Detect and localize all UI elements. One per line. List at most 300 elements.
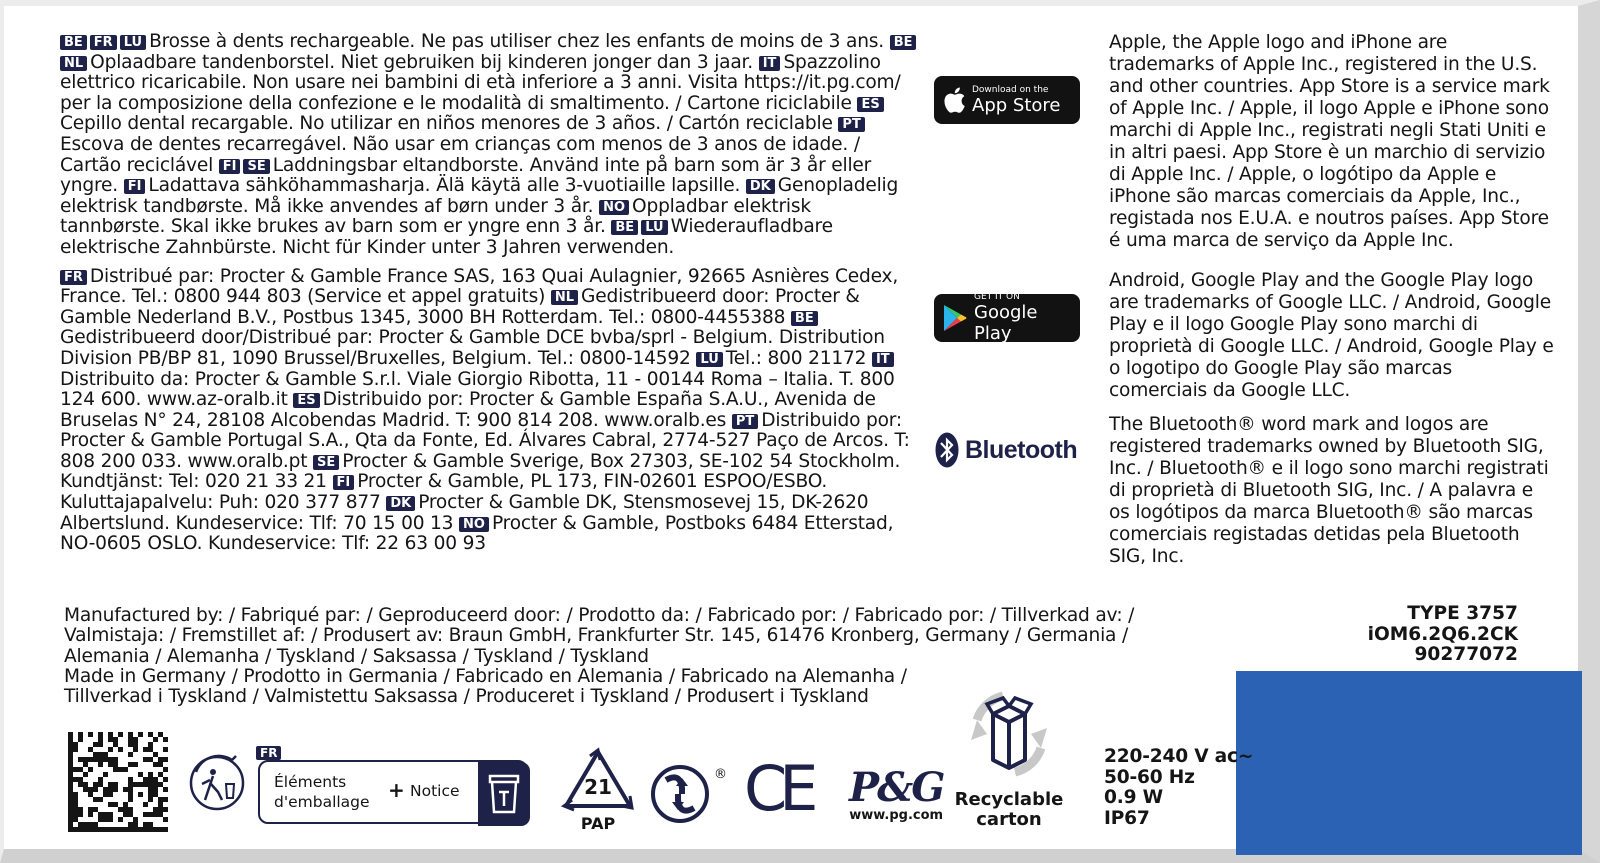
matrix-module [158,807,163,812]
matrix-module [98,812,103,817]
matrix-module [88,732,93,737]
label-text: Procter & Gamble DK, Stensmosevej 15, DK-2620 Albertslund. Kundeservice: Tlf: 70 15 00 13 [60,492,869,534]
recyclable-line: carton [976,809,1042,830]
matrix-module [93,757,98,762]
matrix-module [158,772,163,777]
matrix-module [83,787,88,792]
matrix-module [153,792,158,797]
matrix-module [128,777,133,782]
matrix-module [93,742,98,747]
google-play-caption: GET IT ON [974,292,1020,302]
matrix-module [148,757,153,762]
matrix-module [98,742,103,747]
matrix-module [118,827,123,832]
matrix-module [143,747,148,752]
matrix-module [68,782,73,787]
matrix-module [68,827,73,832]
matrix-module [88,827,93,832]
country-tag: DK [746,179,775,194]
matrix-module [98,797,103,802]
matrix-module [138,782,143,787]
matrix-module [108,827,113,832]
matrix-module [118,817,123,822]
trademark-column [1109,32,1554,576]
manufacturer-line: Alemania / Alemanha / Tyskland / Saksassa / Tyskland / Tyskland [64,645,649,667]
matrix-module [103,772,108,777]
model-number: iOM6.2Q6.2CK [1367,623,1518,645]
matrix-module [148,827,153,832]
label-text: Gedistribueerd door: Procter & Gamble Nederland B.V., Postbus 1345, 3000 BH Rotterdam. Tel.: 0800-4455388 [60,286,860,328]
label-text: Procter & Gamble, Postboks 6484 Etterstad, NO-0605 OSLO. Kundeservice: Tlf: 22 63 00 93 [60,512,894,555]
matrix-module [118,807,123,812]
matrix-module [83,762,88,767]
matrix-module [153,827,158,832]
recycle-bin-icon [478,762,530,822]
country-tag: ES [857,97,883,112]
product-warnings-block [60,32,920,259]
green-dot-symbol [650,764,727,828]
matrix-module [113,782,118,787]
matrix-module [123,812,128,817]
matrix-module [73,812,78,817]
country-tag: BE [791,311,818,326]
matrix-module [88,822,93,827]
matrix-module [108,792,113,797]
label-text: Distribuido por: Procter & Gamble Portugal S.A., Qta da Fonte, Ed. Álvares Cabral, 2774-527 Paço de Arcos. T: 808 200 033. www.oralb.pt [60,409,910,472]
datamatrix-code [68,732,168,832]
matrix-module [103,787,108,792]
country-tag: IT [872,352,894,367]
matrix-module [128,807,133,812]
country-tag: NO [599,200,629,215]
matrix-module [163,797,168,802]
matrix-module [113,742,118,747]
matrix-module [68,742,73,747]
matrix-module [78,767,83,772]
matrix-module [83,772,88,777]
matrix-module [153,807,158,812]
label-text: Cepillo dental recargable. No utilizar en niños menores de 3 años. / Cartón reciclable [60,113,839,135]
matrix-module [73,827,78,832]
info-box [258,760,528,824]
matrix-module [158,782,163,787]
label-text: Procter & Gamble Sverige, Box 27303, SE-102 54 Stockholm. Kundtjänst: Tel: 020 21 33 21 [60,450,901,493]
matrix-module [113,802,118,807]
matrix-module [148,742,153,747]
origin-line: Made in Germany / Prodotto in Germania / Fabricado en Alemania / Fabricado na Alemanha / [64,665,907,687]
matrix-module [148,822,153,827]
recyclable-line: Recyclable [954,789,1064,810]
matrix-module [88,767,93,772]
matrix-module [73,807,78,812]
matrix-module [163,767,168,772]
matrix-module [78,827,83,832]
matrix-module [78,737,83,742]
matrix-module [73,797,78,802]
matrix-module [148,732,153,737]
pg-logo [849,764,944,823]
matrix-module [68,732,73,737]
left-text-column [60,32,920,555]
apple-legal: Apple, the Apple logo and iPhone are trademarks of Apple Inc., registered in the U.S. and other countries. App Store is a service mark of Apple Inc. / Apple, il logo Apple e iPhone sono marchi di Apple Inc., registrati negli Stati Uniti e in altri paesi. App Store è un marchio di servizio di Apple Inc. / Apple, o logótipo da Apple e iPhone são marcas comerciais da Apple, Inc., registada nos E.U.A. e noutros países. App Store é uma marca de serviço da Apple Inc. [1109,32,1550,251]
matrix-module [138,772,143,777]
matrix-module [108,747,113,752]
matrix-module [113,767,118,772]
bluetooth-logo [935,432,1077,468]
label-text: Oppladbar elektrisk tannbørste. Skal ikke brukes av barn som er yngre enn 3 år. [60,195,811,238]
voltage-spec: 220-240 V ac~ [1104,746,1254,767]
matrix-module [78,822,83,827]
type-info [1368,604,1518,666]
matrix-module [103,752,108,757]
matrix-module [133,782,138,787]
country-tag: NL [551,290,578,305]
matrix-module [143,757,148,762]
matrix-module [118,767,123,772]
recyclable-carton-symbol [949,684,1069,830]
matrix-module [153,737,158,742]
matrix-module [98,732,103,737]
matrix-module [128,787,133,792]
matrix-module [128,792,133,797]
recyclable-label [949,790,1069,830]
bluetooth-icon [935,432,959,468]
info-country-tag: FR [256,746,281,760]
country-tag: NL [60,56,87,71]
apple-icon [942,86,966,114]
matrix-module [73,802,78,807]
bluetooth-wordmark: Bluetooth [965,435,1078,464]
matrix-module [73,792,78,797]
matrix-module [103,812,108,817]
type-number: TYPE 3757 [1407,603,1518,624]
google-legal: Android, Google Play and the Google Play logo are trademarks of Google LLC. / Android, Google Play e il logo Google Play sono marchi di proprietà di Google LLC. / Android, Google Play e o logotipo do Google Play são marcas comerciais da Google LLC. [1109,270,1554,401]
article-code: 90277072 [1414,644,1518,665]
matrix-module [133,737,138,742]
matrix-module [118,747,123,752]
matrix-module [128,797,133,802]
bluetooth-legal: The Bluetooth® word mark and logos are registered trademarks owned by Bluetooth SIG, Inc. / Bluetooth® e il logo sono marchi registrati di proprietà di Bluetooth SIG, Inc. / A palavra e os logótipos da marca Bluetooth® são marcas comerciais registadas detidas pela Bluetooth SIG, Inc. [1109,414,1549,567]
emballage-line: Éléments [274,773,347,791]
matrix-module [123,767,128,772]
matrix-module [148,777,153,782]
matrix-module [88,812,93,817]
matrix-module [83,782,88,787]
matrix-module [158,812,163,817]
app-store-caption: Download on the [972,84,1049,95]
matrix-module [138,792,143,797]
emballage-label [274,772,370,812]
matrix-module [133,762,138,767]
matrix-module [123,827,128,832]
label-text: Tel.: 800 21172 [725,347,872,369]
matrix-module [68,762,73,767]
matrix-module [68,802,73,807]
triman-icon [188,748,246,814]
matrix-module [128,827,133,832]
matrix-module [88,792,93,797]
matrix-module [98,757,103,762]
matrix-module [148,747,153,752]
label-text: Laddningsbar eltandborste. Använd inte på barn som är 3 år eller yngre. [60,154,872,197]
matrix-module [93,782,98,787]
label-text: Escova de dentes recarregável. Não usar em crianças com menos de 3 anos de idade. / Cartão reciclável [60,133,860,176]
google-play-badge [934,294,1080,342]
matrix-module [93,797,98,802]
matrix-module [68,822,73,827]
label-text: Oplaadbare tandenborstel. Niet gebruiken bij kinderen jonger dan 3 jaar. [90,51,759,73]
matrix-module [113,787,118,792]
manufacturer-block [64,606,1264,707]
matrix-module [148,792,153,797]
matrix-module [73,817,78,822]
matrix-module [123,807,128,812]
matrix-module [68,787,73,792]
matrix-module [138,827,143,832]
matrix-module [83,822,88,827]
matrix-module [78,782,83,787]
pap-number: 21 [584,775,612,799]
manufacturer-line: Manufactured by: / Fabriqué par: / Geproduceerd door: / Prodotto da: / Fabricado por: / Fabricado por: / Tillverkad av: / [64,605,1135,626]
country-tag: FR [60,270,87,285]
google-play-title: Google Play [974,302,1038,344]
matrix-module [138,732,143,737]
matrix-module [88,807,93,812]
matrix-module [68,772,73,777]
app-store-title: App Store [972,94,1061,116]
recycle-box-icon [959,684,1059,784]
manufacturer-line: Valmistaja: / Fremstillet af: / Produsert av: Braun GmbH, Frankfurter Str. 145, 61476 Kronberg, Germany / Germania / [64,625,1129,647]
country-tag: PT [732,414,758,429]
matrix-module [98,817,103,822]
matrix-module [163,777,168,782]
country-tag: IT [759,56,781,71]
matrix-module [103,827,108,832]
matrix-module [108,802,113,807]
matrix-module [153,752,158,757]
matrix-module [148,782,153,787]
country-tag: ES [293,393,319,408]
matrix-module [78,757,83,762]
sorting-info-panel [256,746,536,836]
matrix-module [93,807,98,812]
matrix-module [83,757,88,762]
distributors-block [60,267,920,555]
matrix-module [113,757,118,762]
matrix-module [98,752,103,757]
matrix-module [148,797,153,802]
country-tag: LU [696,352,722,367]
country-tag: SE [313,455,339,470]
label-text: Distribuido por: Procter & Gamble España S.A.U., Avenida de Bruselas N° 24, 28108 Alcobendas Madrid. T: 900 814 208. www.oralb.es [60,389,876,431]
matrix-module [158,802,163,807]
matrix-module [68,737,73,742]
pg-url: www.pg.com [849,808,944,823]
country-tag: DK [386,496,415,511]
matrix-module [143,802,148,807]
matrix-module [128,732,133,737]
matrix-module [133,742,138,747]
matrix-module [83,827,88,832]
matrix-module [163,737,168,742]
matrix-module [98,782,103,787]
matrix-module [93,787,98,792]
matrix-module [68,757,73,762]
matrix-module [88,747,93,752]
matrix-module [73,777,78,782]
matrix-module [153,782,158,787]
matrix-module [128,762,133,767]
matrix-module [108,782,113,787]
matrix-module [78,807,83,812]
matrix-module [68,767,73,772]
label-text: Distribué par: Procter & Gamble France SAS, 163 Quai Aulagnier, 92665 Asnières Cedex, France. Tel.: 0800 944 803 (Service et appel gratuits) [60,265,899,308]
label-text: Distribuito da: Procter & Gamble S.r.l. Viale Giorgio Ribotta, 11 - 00144 Roma – Italia. T. 800 124 600. www.az-oralb.it [60,368,895,411]
matrix-module [123,802,128,807]
matrix-module [108,787,113,792]
google-play-icon [942,304,968,332]
pap-recycle-symbol [560,746,636,833]
country-tag: BE [60,35,87,50]
label-text: Spazzolino elettrico ricaricabile. Non usare nei bambini di età inferiore a 3 anni. Visita https://it.pg.com/ per la composizione della confezione e le modalità di smaltimento. / Cartone riciclabile [60,51,901,114]
matrix-module [133,827,138,832]
matrix-module [78,777,83,782]
matrix-module [143,827,148,832]
country-tag: FR [90,35,117,50]
country-tag: BE [611,220,638,235]
country-tag: BE [890,35,917,50]
matrix-module [68,807,73,812]
matrix-module [153,812,158,817]
label-text: Wiederaufladbare elektrische Zahnbürste. Nicht für Kinder unter 3 Jahren verwenden. [60,216,833,258]
matrix-module [143,822,148,827]
matrix-module [68,797,73,802]
matrix-module [128,812,133,817]
matrix-module [103,757,108,762]
matrix-module [163,807,168,812]
matrix-module [68,777,73,782]
matrix-module [103,792,108,797]
recycle-triangle-icon [560,746,636,814]
matrix-module [68,817,73,822]
matrix-module [68,747,73,752]
matrix-module [118,732,123,737]
notice-label: Notice [410,782,460,800]
matrix-module [93,827,98,832]
matrix-module [103,817,108,822]
matrix-module [158,797,163,802]
origin-line: Tillverkad i Tyskland / Valmistettu Saksassa / Produceret i Tyskland / Produsert i Tyskland [64,686,869,708]
matrix-module [143,777,148,782]
matrix-module [163,787,168,792]
label-text: Brosse à dents rechargeable. Ne pas utiliser chez les enfants de moins de 3 ans. [149,31,890,52]
matrix-module [98,737,103,742]
matrix-module [98,762,103,767]
matrix-module [128,742,133,747]
country-tag: FI [219,159,241,174]
matrix-module [108,737,113,742]
label-text: Procter & Gamble, PL 173, FIN-02601 ESPOO/ESBO. Kuluttajapalvelu: Puh: 020 377 877 [60,471,828,514]
matrix-module [68,752,73,757]
matrix-module [108,762,113,767]
matrix-module [143,782,148,787]
country-tag: NO [459,517,489,532]
matrix-module [153,777,158,782]
electrical-specs [1104,747,1253,829]
label-text: Ladattava sähköhammasharja. Älä käytä alle 3-vuotiaille lapsille. [148,175,746,197]
matrix-module [143,812,148,817]
matrix-module [113,827,118,832]
matrix-module [133,747,138,752]
matrix-module [163,747,168,752]
ip-rating: IP67 [1104,807,1150,829]
matrix-module [128,782,133,787]
frequency-spec: 50-60 Hz [1104,766,1195,788]
label-text: Genopladelig elektrisk tandbørste. Må ikke anvendes af børn under 3 år. [60,175,899,217]
pap-label: PAP [580,814,616,833]
country-tag: LU [641,220,667,235]
matrix-module [68,812,73,817]
blue-color-panel [1236,671,1582,855]
matrix-module [98,827,103,832]
matrix-module [73,747,78,752]
country-tag: PT [838,117,864,132]
matrix-module [93,822,98,827]
matrix-module [78,812,83,817]
matrix-module [73,742,78,747]
matrix-module [158,757,163,762]
matrix-module [128,737,133,742]
matrix-module [78,732,83,737]
country-tag: FI [124,179,146,194]
matrix-module [163,817,168,822]
country-tag: LU [120,35,146,50]
matrix-module [108,732,113,737]
label-text: Gedistribueerd door/Distribué par: Procter & Gamble DCE bvba/sprl - Belgium. Distribution Division PB/BP 81, 1090 Brussel/Bruxelles, Belgium. Tel.: 0800-14592 [60,327,885,369]
pg-wordmark: P&G [849,764,944,811]
matrix-module [153,787,158,792]
matrix-module [158,732,163,737]
matrix-module [88,787,93,792]
matrix-module [68,792,73,797]
matrix-module [133,817,138,822]
matrix-module [73,767,78,772]
matrix-module [108,812,113,817]
matrix-module [108,817,113,822]
matrix-module [128,822,133,827]
power-spec: 0.9 W [1104,787,1163,808]
matrix-module [158,827,163,832]
matrix-module [148,772,153,777]
country-tag: FI [333,475,355,490]
matrix-module [108,757,113,762]
ce-mark: CE [744,752,811,825]
emballage-line: d'emballage [274,793,370,811]
matrix-module [153,762,158,767]
matrix-module [163,827,168,832]
matrix-module [113,737,118,742]
matrix-module [133,822,138,827]
matrix-module [128,752,133,757]
matrix-module [93,752,98,757]
matrix-module [123,787,128,792]
country-tag: SE [243,159,269,174]
matrix-module [88,757,93,762]
matrix-module [148,812,153,817]
plus-sign: + [388,778,405,802]
matrix-module [148,787,153,792]
green-dot-icon [650,764,727,824]
